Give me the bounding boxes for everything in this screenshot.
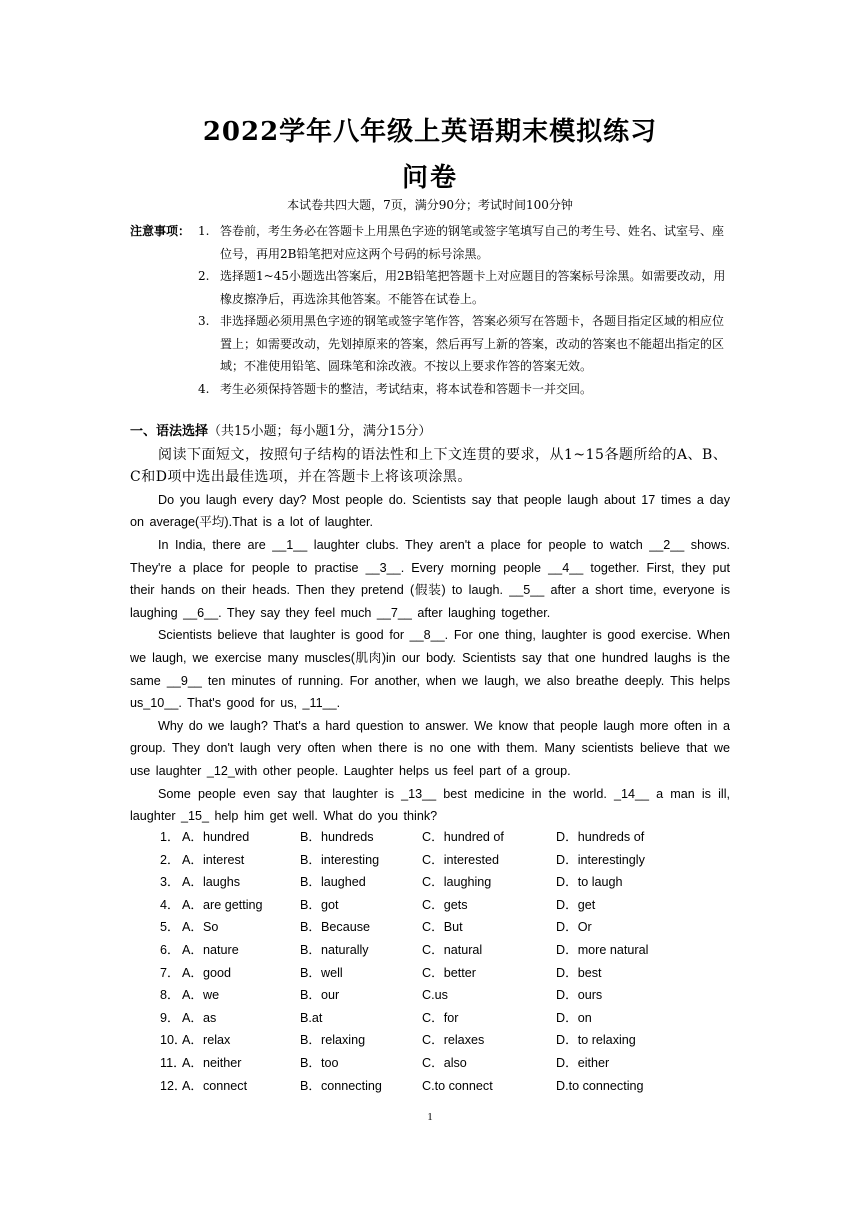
question-options-row [130, 984, 730, 1007]
document-subtitle: 问卷 [401, 163, 458, 193]
option-b: B．Because [300, 920, 371, 935]
option-b: B．laughed [300, 875, 366, 890]
exam-meta: 本试卷共四大题，7页，满分90分；考试时间100分钟 [287, 198, 573, 212]
option-a: A．laughs [182, 875, 241, 890]
option-a: A．we [182, 988, 220, 1003]
notice-item-number: 2. [198, 269, 210, 283]
option-a: A．good [182, 965, 232, 980]
passage-paragraph: Scientists believe that laughter is good for __8__. For one thing, laughter is good exercise. When we laugh, we exercise many muscles(肌肉)in our body. Scientists say that one hundred laughs is the same __9__ ten minutes of running. For another, when we laugh, we also breathe deeply. This helps us_10__. That's good for us, _11__. [130, 628, 730, 711]
option-d: D．either [556, 1055, 610, 1070]
passage-paragraph: Why do we laugh? That's a hard question to answer. We know that people laugh more often in a group. They don't laugh very often when there is no one with them. Many scientists believe that we use laughter _12_with other people. Laughter helps us feel part of a group. [130, 718, 730, 778]
option-d: D．get [556, 897, 596, 912]
option-c: C.to connect [422, 1078, 493, 1093]
section-grammar [130, 421, 730, 828]
question-number: 3． [160, 875, 180, 890]
notice-item-text: 非选择题必须用黑色字迹的钢笔或签字笔作答，答案必须写在答题卡，各题目指定区域的相应位置上；如需要改动，先划掉原来的答案，然后再写上新的答案，改动的答案也不能超出指定的区域；不准使用铅笔、圆珠笔和涂改液。不按以上要求作答的答案无效。 [220, 314, 725, 373]
notice-item [130, 220, 730, 265]
question-number: 8． [160, 988, 180, 1003]
section-heading [130, 421, 730, 444]
option-c: C．relaxes [422, 1033, 485, 1048]
notice-item [130, 265, 730, 310]
question-options-row [130, 916, 730, 939]
option-d: D.to connecting [556, 1078, 644, 1093]
question-number: 5． [160, 920, 180, 935]
section-heading-note: （共15小题；每小题1分，满分15分） [208, 424, 432, 439]
passage-paragraph: Some people even say that laughter is _13__ best medicine in the world. _14__ a man is ill, laughter _15_ help him get well. What do you think? [130, 786, 730, 824]
notice-item-number: 3. [198, 314, 210, 328]
option-d: D．on [556, 1010, 592, 1025]
section-heading-title: 一、语法选择 [130, 424, 209, 439]
option-a: A．interest [182, 852, 245, 867]
notice-item [130, 310, 730, 378]
option-c: C．But [422, 920, 463, 935]
question-number: 11． [160, 1055, 186, 1070]
notice-item-text: 考生必须保持答题卡的整洁，考试结束，将本试卷和答题卡一并交回。 [220, 381, 593, 396]
option-d: D．to laugh [556, 875, 623, 890]
option-c: C.us [422, 988, 448, 1003]
notice-item-text: 选择题1~45小题选出答案后，用2B铅笔把答题卡上对应题目的答案标号涂黑。如需要改动，用橡皮擦净后，再选涂其他答案。不能答在试卷上。 [220, 269, 726, 306]
option-d: D．hundreds of [556, 830, 645, 844]
question-options-row [130, 871, 730, 894]
option-b: B．connecting [300, 1078, 382, 1093]
option-c: C．gets [422, 897, 468, 912]
option-d: D．Or [556, 920, 592, 935]
question-options-row [130, 849, 730, 872]
option-c: C．interested [422, 852, 499, 867]
question-number: 2． [160, 852, 180, 867]
notice-item-number: 1. [198, 224, 210, 238]
option-b: B．got [300, 897, 339, 912]
option-b: B．naturally [300, 942, 369, 957]
notice-item [130, 378, 730, 401]
option-a: A．are getting [182, 897, 263, 912]
option-a: A．neither [182, 1055, 242, 1070]
question-options-row [130, 1007, 730, 1030]
option-b: B.at [300, 1010, 323, 1025]
option-a: A．connect [182, 1078, 248, 1093]
question-number: 6． [160, 942, 180, 957]
option-c: C．for [422, 1010, 459, 1025]
option-a: A．So [182, 920, 219, 935]
option-a: A．relax [182, 1033, 231, 1048]
option-c: C．natural [422, 942, 483, 957]
option-d: D．best [556, 965, 602, 980]
option-c: C．hundred of [422, 830, 504, 844]
question-number: 4． [160, 897, 180, 912]
question-options-row [130, 1052, 730, 1075]
question-options-row [130, 894, 730, 917]
passage-paragraph: In India, there are __1__ laughter clubs. They aren't a place for people to watch __2__ shows. They're a place for people to practise __3__. Every morning people __4__ together. First, they put their hands on their heads. Then they pretend (假装) to laugh. __5__ after a short time, everyone is laughing __6__. They say they feel much __7__ after laughing together. [130, 537, 730, 620]
option-b: B．our [300, 988, 340, 1003]
option-c: C．also [422, 1055, 467, 1070]
option-d: D．interestingly [556, 852, 645, 867]
question-number: 9． [160, 1010, 180, 1025]
notice-label: 注意事项： [130, 224, 191, 238]
option-a: A．hundred [182, 830, 250, 844]
option-b: B．too [300, 1055, 339, 1070]
question-options-row [130, 962, 730, 985]
option-b: B．interesting [300, 852, 380, 867]
notice-block [130, 220, 730, 400]
question-number: 12． [160, 1078, 187, 1093]
notice-item-number: 4. [198, 381, 210, 396]
option-b: B．hundreds [300, 830, 374, 844]
section-instruction: 阅读下面短文，按照句子结构的语法性和上下文连贯的要求，从1~15各题所给的A、B、C和D项中选出最佳选项，并在答题卡上将该项涂黑。 [130, 446, 728, 486]
option-c: C．better [422, 965, 476, 980]
notice-item-text: 答卷前，考生务必在答题卡上用黑色字迹的钢笔或签字笔填写自己的考生号、姓名、试室号、座位号，再用2B铅笔把对应这两个号码的标号涂黑。 [220, 224, 725, 261]
question-options-row [130, 826, 730, 849]
option-d: D．more natural [556, 942, 649, 957]
question-options-row [130, 939, 730, 962]
document-title: 2022学年八年级上英语期末模拟练习 [202, 117, 658, 147]
question-number: 1． [160, 830, 180, 844]
passage-paragraph: Do you laugh every day? Most people do. Scientists say that people laugh about 17 times a day on average(平均).That is a lot of laughter. [130, 492, 730, 530]
option-d: D．to relaxing [556, 1033, 636, 1048]
option-c: C．laughing [422, 875, 492, 890]
question-options-row [130, 1029, 730, 1052]
question-number: 10． [160, 1033, 187, 1048]
question-options-row [130, 1075, 730, 1098]
option-a: A．as [182, 1010, 217, 1025]
option-b: B．well [300, 965, 343, 980]
option-b: B．relaxing [300, 1033, 366, 1048]
page-number: 1 [427, 1111, 433, 1123]
option-d: D．ours [556, 988, 603, 1003]
answer-options [130, 826, 730, 1097]
option-a: A．nature [182, 942, 239, 957]
question-number: 7． [160, 965, 180, 980]
